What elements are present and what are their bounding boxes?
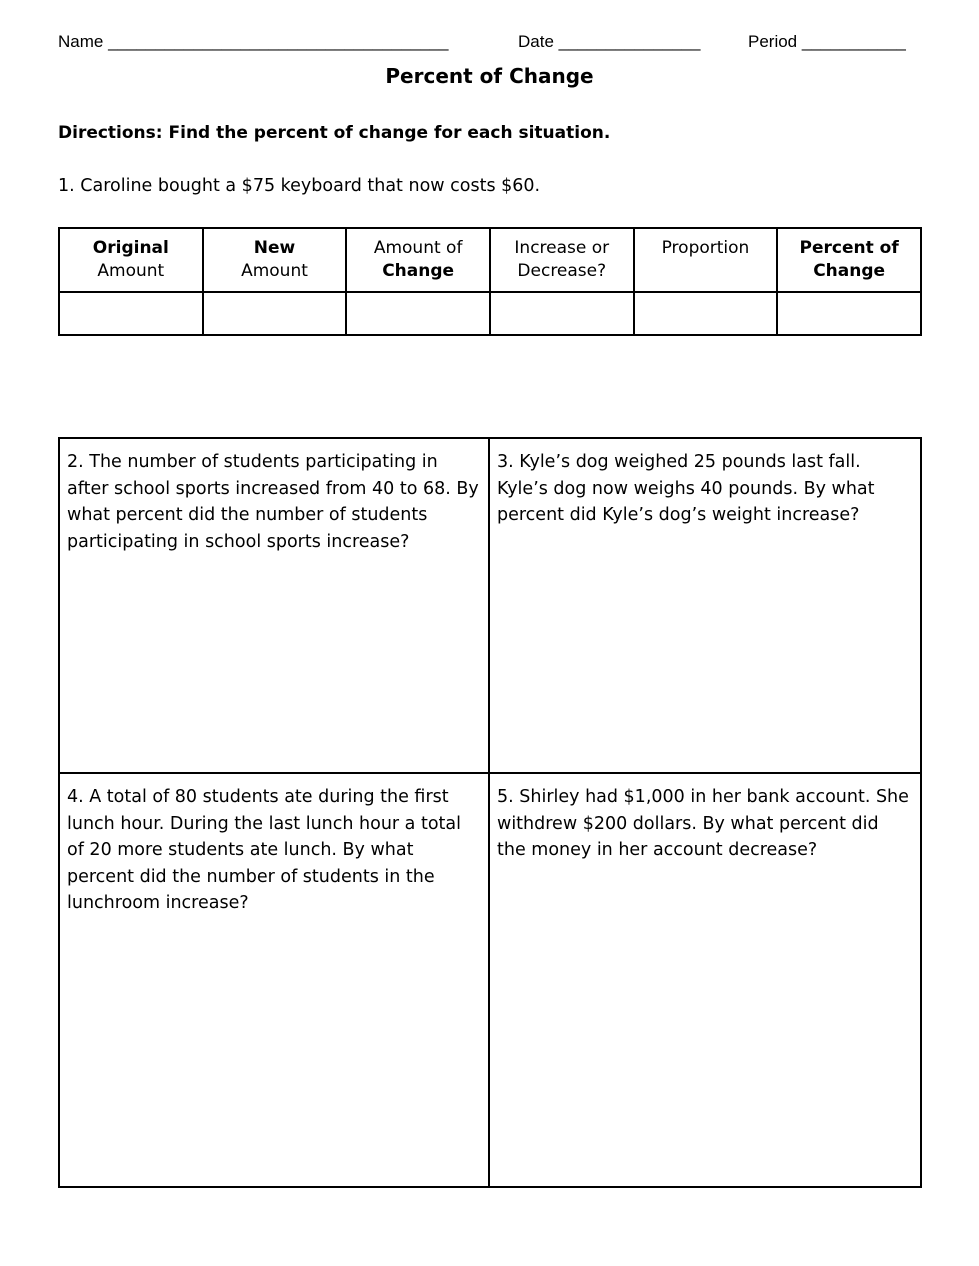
answer-cell-new-amount[interactable] — [203, 292, 347, 335]
name-field-line[interactable]: Name ____________________________________ — [58, 32, 449, 51]
problem-2-box[interactable] — [60, 439, 490, 774]
answer-cell-amount-of-change[interactable] — [346, 292, 490, 335]
percent-change-table — [58, 227, 922, 336]
table-header-row — [59, 228, 921, 292]
problem-grid — [58, 437, 922, 1188]
answer-cell-proportion[interactable] — [634, 292, 778, 335]
header-label-line: Amount — [97, 261, 165, 281]
header-proportion — [634, 228, 778, 292]
header-percent-of-change — [777, 228, 921, 292]
header-increase-or-decrease — [490, 228, 634, 292]
header-label-line: Percent of — [799, 238, 899, 258]
question-1-text: 1. Caroline bought a $75 keyboard that now costs $60. — [58, 176, 541, 196]
answer-cell-original-amount[interactable] — [59, 292, 203, 335]
period-field-line[interactable]: Period ___________ — [748, 32, 906, 51]
date-field-line[interactable]: Date _______________ — [518, 32, 701, 51]
table-answer-row — [59, 292, 921, 335]
header-label-line: New — [253, 238, 296, 258]
header-label-line: Increase or — [514, 238, 610, 258]
header-label-line: Change — [382, 261, 455, 281]
header-label-line: Change — [813, 261, 886, 281]
header-label-line: Amount — [241, 261, 308, 281]
problem-5-box[interactable] — [490, 774, 920, 1186]
problem-5-text: 5. Shirley had $1,000 in her bank account. She withdrew $200 dollars. By what percent did the money in her account decrease? — [497, 787, 909, 860]
header-original-amount — [59, 228, 203, 292]
header-new-amount — [203, 228, 347, 292]
problem-3-box[interactable] — [490, 439, 920, 774]
header-label-line: Original — [92, 238, 169, 258]
page-title: Percent of Change — [385, 64, 594, 88]
answer-cell-percent-of-change[interactable] — [777, 292, 921, 335]
problem-4-text: 4. A total of 80 students ate during the first lunch hour. During the last lunch hour a total of 20 more students ate lunch. By what percent did the number of students in the lunchroom increase? — [67, 787, 461, 913]
problem-4-box[interactable] — [60, 774, 490, 1186]
header-label-line: Proportion — [661, 238, 750, 258]
answer-cell-increase-or-decrease[interactable] — [490, 292, 634, 335]
directions-text: Directions: Find the percent of change for each situation. — [58, 123, 611, 143]
problem-3-text: 3. Kyle’s dog weighed 25 pounds last fall. Kyle’s dog now weighs 40 pounds. By what percent did Kyle’s dog’s weight increase? — [497, 452, 875, 525]
header-label-line: Decrease? — [517, 261, 607, 281]
header-amount-of-change — [346, 228, 490, 292]
header-label-line: Amount of — [373, 238, 463, 258]
problem-2-text: 2. The number of students participating in after school sports increased from 40 to 68. By what percent did the number of students participating in school sports increase? — [67, 452, 479, 552]
